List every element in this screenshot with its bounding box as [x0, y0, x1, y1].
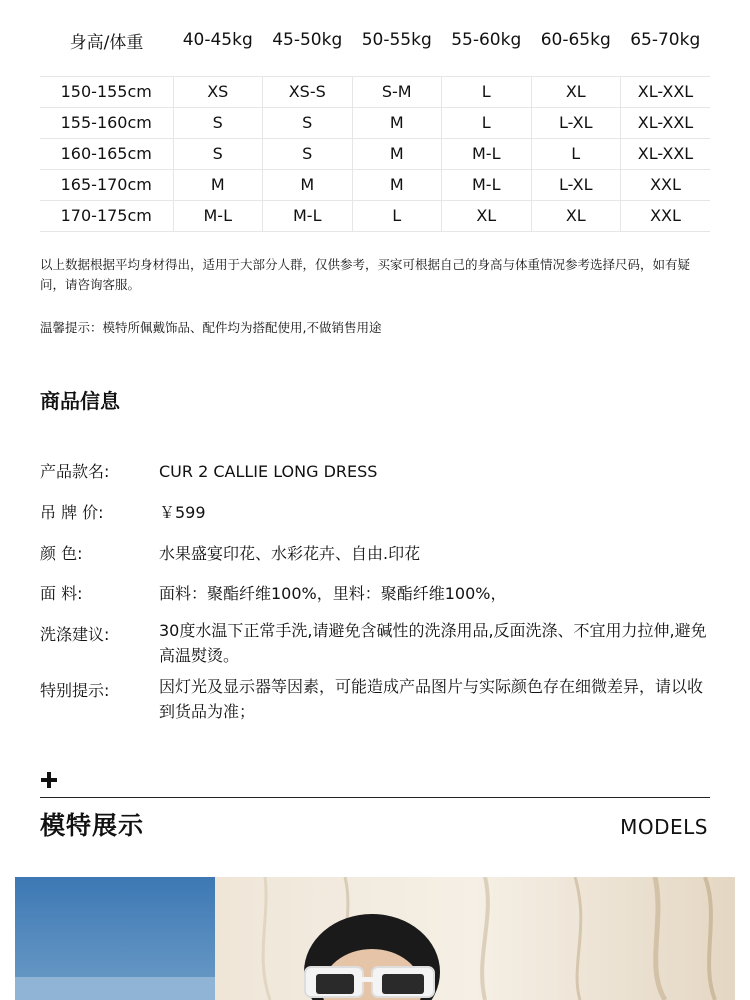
- size-cell: L-XL: [531, 169, 621, 200]
- models-title-cn: 模特展示: [40, 811, 145, 840]
- size-cell: S: [263, 107, 353, 138]
- height-range-cell: 160-165cm: [40, 138, 173, 169]
- size-chart-row: [40, 169, 710, 200]
- section-divider: [40, 797, 710, 798]
- size-cell: M: [352, 138, 442, 169]
- size-chart-row: [40, 200, 710, 231]
- header-cell: 45-50kg: [272, 30, 343, 50]
- size-cell: XL: [531, 76, 621, 107]
- info-label: 颜 色:: [40, 544, 83, 563]
- size-cell: M-L: [442, 138, 532, 169]
- height-range-cell: 150-155cm: [40, 76, 173, 107]
- size-cell: L: [442, 76, 532, 107]
- accessory-tip: 温馨提示：模特所佩戴饰品、配件均为搭配使用,不做销售用途: [40, 320, 382, 335]
- plus-icon: [41, 772, 57, 788]
- info-label: 吊 牌 价:: [40, 503, 104, 522]
- size-cell: XS-S: [263, 76, 353, 107]
- size-cell: XL-XXL: [621, 76, 711, 107]
- model-photo-illustration: [15, 877, 735, 1000]
- info-label: 产品款名:: [40, 462, 110, 481]
- size-chart-row: [40, 138, 710, 169]
- header-cell: 50-55kg: [361, 30, 432, 50]
- size-cell: XL: [531, 200, 621, 231]
- info-label: 面 料:: [40, 584, 83, 603]
- header-cell: 40-45kg: [182, 30, 253, 50]
- size-cell: M-L: [442, 169, 532, 200]
- size-disclaimer: 以上数据根据平均身材得出，适用于大部分人群，仅供参考，买家可根据自己的身高与体重情况参考选择尺码，如有疑问，请咨询客服。: [40, 257, 691, 292]
- size-cell: XXL: [621, 169, 711, 200]
- info-label: 洗涤建议:: [40, 625, 110, 644]
- info-value: 因灯光及显示器等因素，可能造成产品图片与实际颜色存在细微差异，请以收到货品为准；: [159, 677, 704, 721]
- size-cell: L: [531, 138, 621, 169]
- size-cell: L-XL: [531, 107, 621, 138]
- size-cell: S-M: [352, 76, 442, 107]
- size-cell: XL: [442, 200, 532, 231]
- size-chart-header-row: [40, 22, 710, 58]
- size-cell: M: [352, 107, 442, 138]
- size-chart-table: [40, 22, 710, 232]
- height-range-cell: 165-170cm: [40, 169, 173, 200]
- size-cell: XL-XXL: [621, 138, 711, 169]
- info-value: 30度水温下正常手洗,请避免含碱性的洗涤用品,反面洗涤、不宜用力拉伸,避免高温熨烫。: [159, 621, 707, 665]
- info-value: 水果盛宴印花、水彩花卉、自由.印花: [159, 544, 421, 563]
- size-chart-row: [40, 76, 710, 107]
- size-chart-row: [40, 107, 710, 138]
- size-cell: M: [173, 169, 263, 200]
- header-cell: 65-70kg: [630, 30, 701, 50]
- size-cell: L: [442, 107, 532, 138]
- size-cell: M: [352, 169, 442, 200]
- size-cell: M-L: [173, 200, 263, 231]
- models-title-en: MODELS: [620, 815, 708, 839]
- header-cell: 55-60kg: [451, 30, 522, 50]
- info-label: 特别提示:: [40, 681, 110, 700]
- size-cell: S: [173, 107, 263, 138]
- size-cell: XXL: [621, 200, 711, 231]
- size-cell: M: [263, 169, 353, 200]
- size-cell: S: [263, 138, 353, 169]
- size-cell: XS: [173, 76, 263, 107]
- header-cell: 60-65kg: [540, 30, 611, 50]
- size-cell: S: [173, 138, 263, 169]
- info-value: CUR 2 CALLIE LONG DRESS: [159, 462, 378, 481]
- size-cell: XL-XXL: [621, 107, 711, 138]
- height-range-cell: 170-175cm: [40, 200, 173, 231]
- info-value: ￥599: [159, 503, 206, 522]
- info-value: 面料：聚酯纤维100%，里料：聚酯纤维100%，: [159, 584, 507, 603]
- size-cell: L: [352, 200, 442, 231]
- model-photo: [15, 877, 735, 1000]
- header-cell: 身高/体重: [69, 32, 144, 53]
- size-cell: M-L: [263, 200, 353, 231]
- product-info-title: 商品信息: [40, 389, 120, 413]
- height-range-cell: 155-160cm: [40, 107, 173, 138]
